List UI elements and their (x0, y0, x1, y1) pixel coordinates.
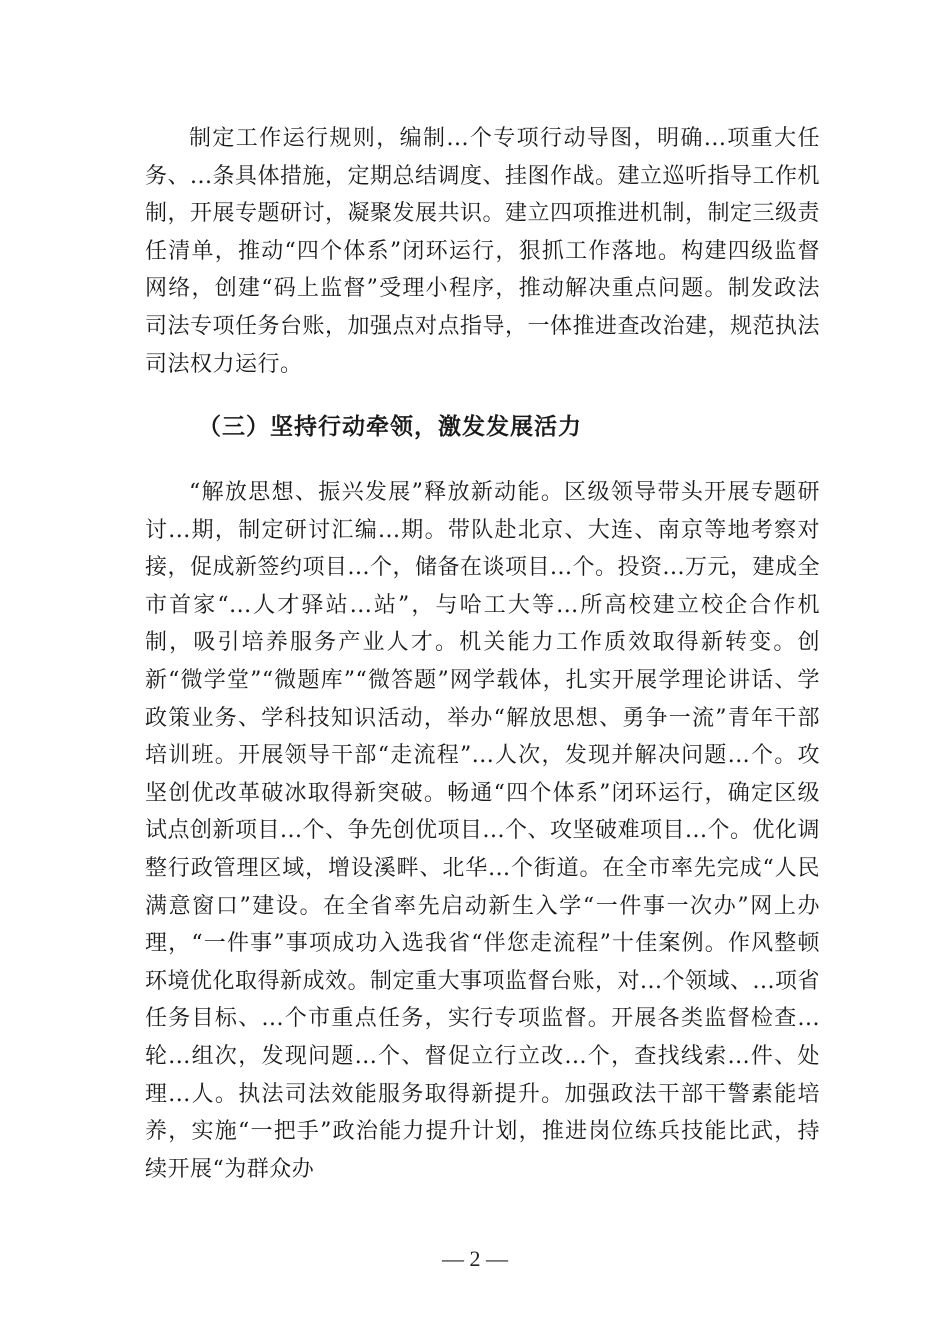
page-number: — 2 — (442, 1246, 508, 1271)
body-paragraph-1: 制定工作运行规则，编制...个专项行动导图，明确...项重大任务、...条具体措施，定期总结调度、挂图作战。建立巡听指导工作机制，开展专题研讨，凝聚发展共识。建立四项推进机制，制定三级责任清单，推动“四个体系”闭环运行，狠抓工作落地。构建四级监督网络，创建“码上监督”受理小程序，推动解决重点问题。制发政法司法专项任务台账，加强点对点指导，一体推进查改治建，规范执法司法权力运行。 (145, 126, 821, 377)
body-paragraph-2: “解放思想、振兴发展”释放新动能。区级领导带头开展专题研讨...期，制定研讨汇编...期。带队赴北京、大连、南京等地考察对接，促成新签约项目...个，储备在谈项目...个。投资...万元，建成全市首家“...人才驿站...站”，与哈工大等...所高校建立校企合作机制，吸引培养服务产业人才。机关能力工作质效取得新转变。创新“微学堂”“微题库”“微答题”网学载体，扎实开展学理论讲话、学政策业务、学科技知识活动，举办“解放思想、勇争一流”青年干部培训班。开展领导干部“走流程”...人次，发现并解决问题...个。攻坚创优改革破冰取得新突破。畅通“四个体系”闭环运行，确定区级试点创新项目...个、争先创优项目...个、攻坚破难项目...个。优化调整行政管理区域，增设溪畔、北华...个街道。在全市率先完成“人民满意窗口”建设。在全省率先启动新生入学“一件事一次办”网上办理，“一件事”事项成功入选我省“伴您走流程”十佳案例。作风整顿环境优化取得新成效。制定重大事项监督台账，对...个领域、...项省任务目标、...个市重点任务，实行专项监督。开展各类监督检查...轮...组次，发现问题...个、督促立行立改...个，查找线索...件、处理...人。执法司法效能服务取得新提升。加强政法干部干警素能培养，实施“一把手”政治能力提升计划，推进岗位练兵技能比武，持续开展“为群众办 (145, 480, 820, 1182)
section-heading: （三）坚持行动牵领，激发发展活力 (198, 414, 582, 440)
